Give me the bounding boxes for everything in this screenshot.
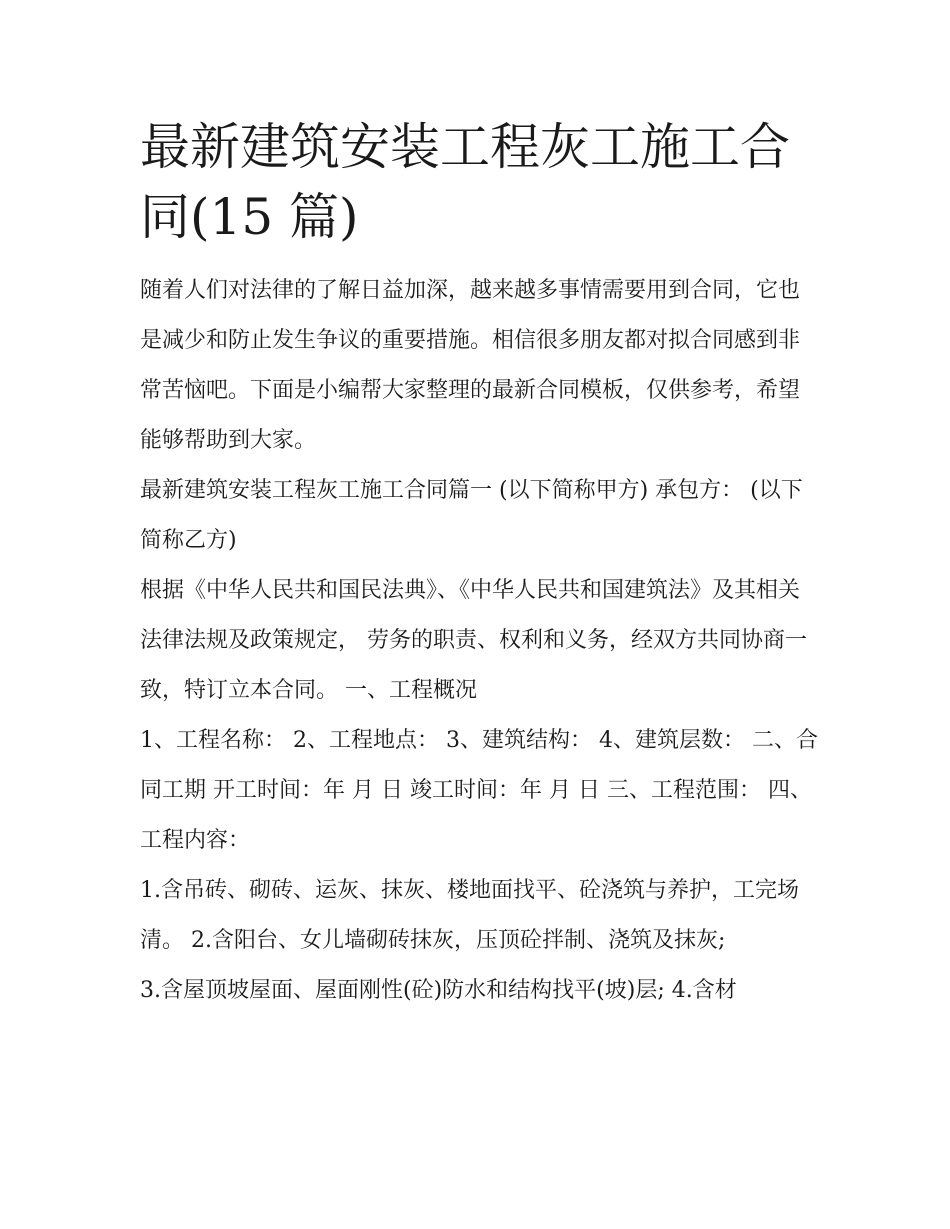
- paragraph-parties: 最新建筑安装工程灰工施工合同篇一 (以下简称甲方) 承包方： (以下简称乙方): [140, 478, 803, 553]
- document-title: 最新建筑安装工程灰工施工合同(15 篇): [140, 118, 790, 246]
- paragraph-legal-basis: 根据《中华人民共和国民法典》、《中华人民共和国建筑法》及其相关法律法规及政策规定， 劳务的职责、权利和义务，经双方共同协商一致，特订立本合同。 一、工程概况: [140, 578, 807, 703]
- paragraph-project-overview: 1、工程名称： 2、工程地点： 3、建筑结构： 4、建筑层数： 二、合同工期 开工时间：年 月 日 竣工时间：年 月 日 三、工程范围： 四、工程内容：: [140, 728, 818, 853]
- document-content: [140, 112, 820, 1016]
- paragraph-intro: 随着人们对法律的了解日益加深，越来越多事情需要用到合同，它也是减少和防止发生争议的重要措施。相信很多朋友都对拟合同感到非常苦恼吧。下面是小编帮大家整理的最新合同模板，仅供参考，希望能够帮助到大家。: [140, 278, 801, 453]
- paragraph-scope-items-1-2: 1.含吊砖、砌砖、运灰、抹灰、楼地面找平、砼浇筑与养护，工完场清。 2.含阳台、女儿墙砌砖抹灰，压顶砼拌制、浇筑及抹灰;: [140, 878, 799, 953]
- document-body: [140, 266, 820, 1016]
- paragraph-scope-items-3-4: 3.含屋顶坡屋面、屋面刚性(砼)防水和结构找平(坡)层; 4.含材: [140, 978, 737, 1003]
